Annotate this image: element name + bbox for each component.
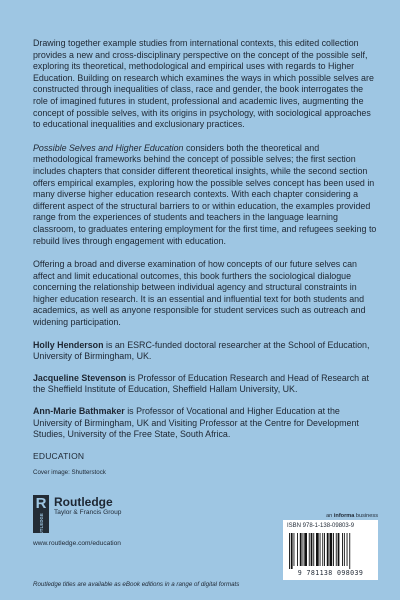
author-bio-stevenson [33, 373, 378, 396]
blurb-paragraph-2-body: considers both the theoretical and methodological frameworks behind the concept of possible selves; the first section includes chapters that consider different theoretical insights, while the second section offers empirical examples, exploring how the possible selves concept has been used in many diverse higher education research contexts. With each chapter considering a different aspect of the structural barriers to or within education, the examples provided range from the experiences of students and teachers in the language learning classroom, to graduates entering employment for the first time, and refugees seeking to rebuild lives through engagement with education. [33, 142, 377, 246]
barcode-bar [333, 533, 334, 566]
barcode-bar [291, 533, 293, 569]
barcode-bar [338, 533, 340, 566]
cover-image-credit: Cover image: Shutterstock [33, 469, 106, 477]
barcode-bar [311, 533, 313, 566]
barcode-bar [313, 533, 314, 566]
barcode-bar [300, 533, 302, 566]
barcode-bar [327, 533, 329, 566]
blurb-paragraph-2 [33, 143, 378, 247]
author-name: Holly Henderson [33, 339, 104, 350]
barcode-bar [349, 533, 350, 569]
informa-tagline [283, 513, 378, 519]
author-bio-text: is an ESRC-funded doctoral researcher at the School of Education, University of Birmingham, UK. [33, 339, 370, 362]
logo-letter: R [35, 495, 47, 512]
barcode-bar [342, 533, 343, 566]
author-bio-bathmaker [33, 406, 378, 441]
publisher-wordmark [54, 495, 121, 518]
publisher-group: Taylor & Francis Group [54, 509, 122, 516]
cover-footer [0, 480, 400, 600]
barcode-box [283, 520, 378, 580]
barcode-digits: 9 781138 098039 [297, 569, 364, 577]
book-title-italic: Possible Selves and Higher Education [33, 142, 184, 153]
publisher-logo [33, 495, 233, 542]
isbn-number: ISBN 978-1-138-09803-9 [287, 523, 355, 529]
barcode-bar [316, 533, 319, 566]
barcode-bar [324, 533, 325, 566]
publisher-name: Routledge [54, 495, 113, 509]
ebook-availability-note: Routledge titles are available as eBook editions in a range of digital formats [33, 581, 240, 588]
author-name: Ann-Marie Bathmaker [33, 406, 125, 417]
barcode-bar [294, 533, 295, 566]
publisher-website: www.routledge.com/education [33, 540, 121, 547]
barcode-bar [336, 533, 337, 566]
subject-category: EDUCATION [33, 450, 85, 461]
isbn-barcode-area [283, 513, 378, 580]
barcode-bar [344, 533, 345, 566]
informa-brand: informa [333, 513, 355, 519]
barcode-icon [289, 533, 372, 569]
barcode-bar [289, 533, 290, 569]
barcode-bar [320, 533, 321, 566]
informa-prefix: an [326, 513, 334, 519]
author-bio-text: is Professor of Vocational and Higher Education at the University of Birmingham, UK and Visiting Professor at the Centre for Development Studies, University of the Free State, South Africa. [33, 406, 359, 440]
routledge-logo-icon [33, 495, 49, 542]
blurb-paragraph-1: Drawing together example studies from international contexts, this edited collection provides a new and cross-disciplinary perspective on the concept of the possible self, exploring its theoretical, methodological and empirical uses with regards to Higher Education. Building on research which examines the ways in which possible selves are constructed through inequalities of class, race and gender, the book interrogates the role of imagined futures in student, professional and academic lives, augmenting the concept of possible selves, with its origins in psychology, with sociological approaches to educational inequalities and exclusionary practices. [33, 38, 374, 130]
barcode-bar [303, 533, 304, 566]
author-bio-henderson [33, 340, 378, 363]
barcode-bar [322, 533, 323, 566]
barcode-bar [347, 533, 348, 566]
barcode-bar [309, 533, 310, 566]
blurb-paragraph-3: Offering a broad and diverse examination of how concepts of our future selves can affect and limit educational outcomes, this book furthers the sociological dialogue concerning the relationship between individual agency and structural constraints in higher education research. It is an essential and influential text for both students and academics, as well as anyone responsible for student services such as outreach and widening participation. [33, 259, 366, 328]
publisher-block [33, 495, 233, 547]
barcode-bar [330, 533, 333, 566]
author-bio-text: is Professor of Education Research and Head of Research at the Sheffield Institute of Education, Sheffield Hallam University, UK. [33, 372, 369, 395]
author-name: Jacqueline Stevenson [33, 372, 127, 383]
barcode-bar [297, 533, 298, 566]
informa-suffix: business [354, 513, 378, 519]
logo-vertical-text: ROUTLEDGE [38, 513, 44, 542]
blurb-text-block [33, 38, 378, 479]
barcode-bar [304, 533, 307, 566]
